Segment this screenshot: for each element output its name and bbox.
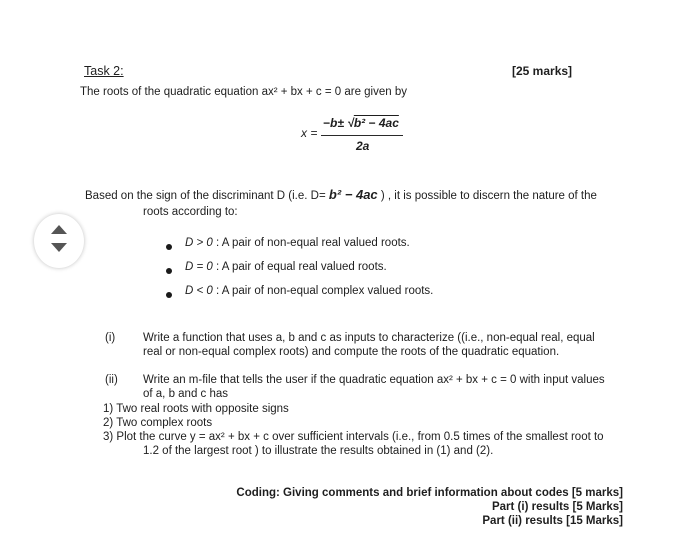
grading-line: Part (i) results [5 Marks] <box>491 501 623 513</box>
caret-down-icon[interactable] <box>51 243 67 252</box>
formula-numerator-prefix: −b± √ <box>323 116 354 130</box>
question-number: (ii) <box>105 374 118 386</box>
grading-line: Part (ii) results [15 Marks] <box>482 515 623 527</box>
sub-item: 1) Two real roots with opposite signs <box>103 403 289 415</box>
question-number: (i) <box>105 332 116 344</box>
question-line: real or non-equal complex roots) and compute the roots of the quadratic equation. <box>143 346 560 358</box>
formula-denominator: 2a <box>356 139 370 153</box>
case-text: : A pair of non-equal real valued roots. <box>216 237 410 249</box>
discriminant-prefix: Based on the sign of the discriminant D (i.e. D= <box>85 190 326 202</box>
fraction-bar <box>321 135 403 136</box>
grading-line: Coding: Giving comments and brief information about codes [5 marks] <box>236 487 623 499</box>
discriminant-paragraph <box>85 187 597 202</box>
page-nav-widget[interactable] <box>34 214 84 268</box>
bullet-dot <box>166 292 172 298</box>
task-marks: [25 marks] <box>512 64 573 78</box>
case-text: : A pair of equal real valued roots. <box>216 261 387 273</box>
case-item <box>185 261 387 273</box>
case-item <box>185 237 410 249</box>
question-line: Write an m-file that tells the user if the quadratic equation ax² + bx + c = 0 with input values <box>143 374 605 386</box>
discriminant-expr: b² − 4ac <box>328 187 378 202</box>
task-title: Task 2: <box>84 64 124 78</box>
discriminant-line2: roots according to: <box>143 206 238 218</box>
question-line: of a, b and c has <box>143 388 229 400</box>
formula-radicand: b² − 4ac <box>353 116 399 130</box>
case-item <box>185 285 433 297</box>
formula-lhs: x = <box>301 126 318 140</box>
question-line: Write a function that uses a, b and c as inputs to characterize ((i.e., non-equal real, equal <box>143 332 595 344</box>
bullet-dot <box>166 244 172 250</box>
bullet-dot <box>166 268 172 274</box>
discriminant-suffix: ) , it is possible to discern the nature of the <box>380 190 597 202</box>
case-condition: D = 0 <box>185 261 213 273</box>
case-condition: D < 0 <box>185 285 213 297</box>
sub-item: 2) Two complex roots <box>103 417 213 429</box>
case-text: : A pair of non-equal complex valued roots. <box>216 285 434 297</box>
caret-up-icon[interactable] <box>51 225 67 234</box>
formula-numerator <box>323 116 399 130</box>
quadratic-formula <box>301 113 421 157</box>
sub-item: 3) Plot the curve y = ax² + bx + c over sufficient intervals (i.e., from 0.5 times of the smallest root to <box>103 431 604 443</box>
task-intro: The roots of the quadratic equation ax² + bx + c = 0 are given by <box>80 86 407 98</box>
case-condition: D > 0 <box>185 237 213 249</box>
sub-item-continuation: 1.2 of the largest root ) to illustrate the results obtained in (1) and (2). <box>143 445 494 457</box>
